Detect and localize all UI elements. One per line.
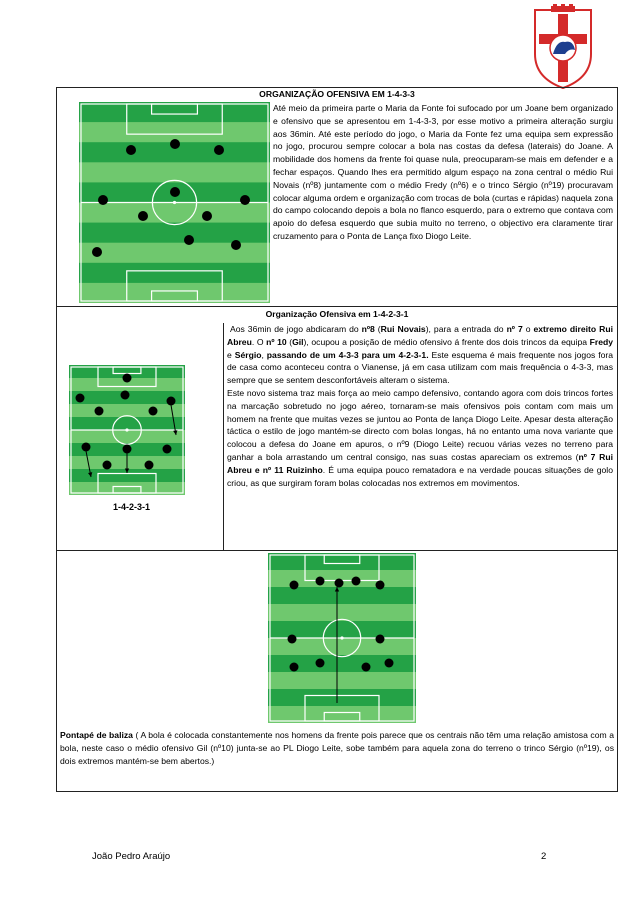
player-marker [316,577,325,586]
pitch-svg [79,102,270,303]
pitch-diagram-4-3-3 [79,102,270,303]
pitch-stripe [268,655,416,673]
player-marker [288,635,297,644]
formation-label: 1-4-2-3-1 [113,502,151,512]
pitch-stripe [268,587,416,605]
club-crest-logo [531,4,595,90]
center-spot [173,201,176,204]
player-marker [126,145,136,155]
pitch-stripe [268,553,416,571]
player-marker [335,579,344,588]
player-marker [231,240,241,250]
pitch-stripe [268,689,416,707]
pitch-stripe [268,672,416,690]
section-text: Pontapé de baliza ( A bola é colocada constantemente nos homens da frente pois parece que os centrais não têm uma relação amistosa com a bola, neste caso o médio ofensivo Gil (nº10) junta-se ao PL Diogo Leite, sobe também para aquela zona do terreno o trinco Sérgio (nº19), os dois extremos mantém-se bem abertos.) [60,730,614,766]
section-goal-kick [56,551,618,792]
player-marker [103,461,112,470]
paragraph-1: Aos 36min de jogo abdicaram do nº8 (Rui Novais), para a entrada do nº 7 o extremo direito Rui Abreu. O nº 10 (Gil), ocupou a posição de médio ofensivo á frente dos dois trincos da equipa Fredy e Sérgio, passando de um 4-3-3 para um 4-2-3-1. Este esquema é mais frequente nos jogos fora de casa como aconteceu contra o Vianense, já em casa utilizam com mais frequência o 4-3-3, mas sempre que se sentem desconfortáveis alteram o sistema. [227,324,614,386]
pitch-stripe [79,283,270,303]
player-marker [121,391,130,400]
player-marker [376,635,385,644]
player-marker [214,145,224,155]
pitch-stripe [79,243,270,264]
center-spot [340,636,343,639]
player-marker [149,407,158,416]
player-marker [145,461,154,470]
player-marker [170,139,180,149]
pitch-stripe [69,430,185,444]
section-text: Até meio da primeira parte o Maria da Fonte foi sufocado por um Joane bem organizado e ofensivo que se apresentou em 1-4-3-3, por esse motivo a primeira alteração surgiu aos 36min. Até este período do jogo, o Maria da Fonte fez uma equipa sem expressão no jogo, procurou sempre colocar a bola nas costas da defesa (laterais) do Joane. A mobilidade dos homens da frente foi quase nula, preocuparam-se mais em defender e a fechar espaços. Quando lhes era permitido algum espaço na zona central o médio Rui Novais (nº8) juntamente com o médio Fredy (nº6) e o trinco Sérgio (nº19) procuravam colocar alguma ordem e organização com trocas de bola (curtas e rápidas) naquela zona do campo colocando depois a bola no flanco esquerdo, para o extremo que contava com apoio do defesa esquerdo que subia muito no terreno, o objectivo era claramente tirar cruzamento para o Ponta de Lança fixo Diogo Leite. [273,103,613,241]
section-text [227,323,613,489]
pitch-stripe [79,263,270,284]
pitch-stripe [79,203,270,224]
player-marker [202,211,212,221]
player-marker [163,445,172,454]
pitch-svg [268,553,416,723]
pitch-stripe [79,223,270,244]
player-marker [376,581,385,590]
player-marker [98,195,108,205]
player-marker [95,407,104,416]
player-marker [138,211,148,221]
paragraph-2: Este novo sistema traz mais força ao meio campo defensivo, contando agora com dois trincos fortes na marcação sobretudo no jogo aéreo, tornaram-se mais ofensivos pois contam com mais um homem na frente que muitas vezes se juntou ao Ponta de lança Diogo Leite. Apesar desta alteração táctica o estilo de jogo mantém-se directo com bolas longas, há no entanto uma nova variante que colocou a defesa do Joane em apuros, o nº9 (Diogo Leite) recuou várias vezes no terreno para ganhar a bola arrastando um central consigo, nas suas costas apareciam os extremos (nº 7 Rui Abreu e nº 11 Ruizinho. É uma equipa pouco rematadora e na verdade poucas situações de golo criou, as que surgiram foram bolas colocadas nos extremos em movimentos. [227,387,613,488]
player-marker [76,394,85,403]
player-marker [352,577,361,586]
player-marker [170,187,180,197]
section-title: ORGANIZAÇÃO OFENSIVA EM 1-4-3-3 [259,89,415,99]
player-marker [240,195,250,205]
footer-author: João Pedro Araújo [92,851,171,862]
pitch-diagram-4-2-3-1 [69,365,185,495]
section-4-2-3-1 [56,307,618,551]
player-marker [385,659,394,668]
section-4-3-3 [56,87,618,307]
center-spot [125,428,128,431]
player-marker [290,581,299,590]
footer-page-number: 2 [541,851,547,862]
player-marker [123,445,132,454]
player-marker [290,663,299,672]
player-marker [362,663,371,672]
player-marker [82,443,91,452]
player-marker [123,374,132,383]
player-marker [184,235,194,245]
pitch-diagram-goal-kick [268,553,416,723]
pitch-svg [69,365,185,495]
player-marker [316,659,325,668]
pitch-stripe [79,102,270,123]
player-marker [92,247,102,257]
section-title: Organização Ofensiva em 1-4-2-3-1 [265,309,409,319]
player-marker [167,397,176,406]
